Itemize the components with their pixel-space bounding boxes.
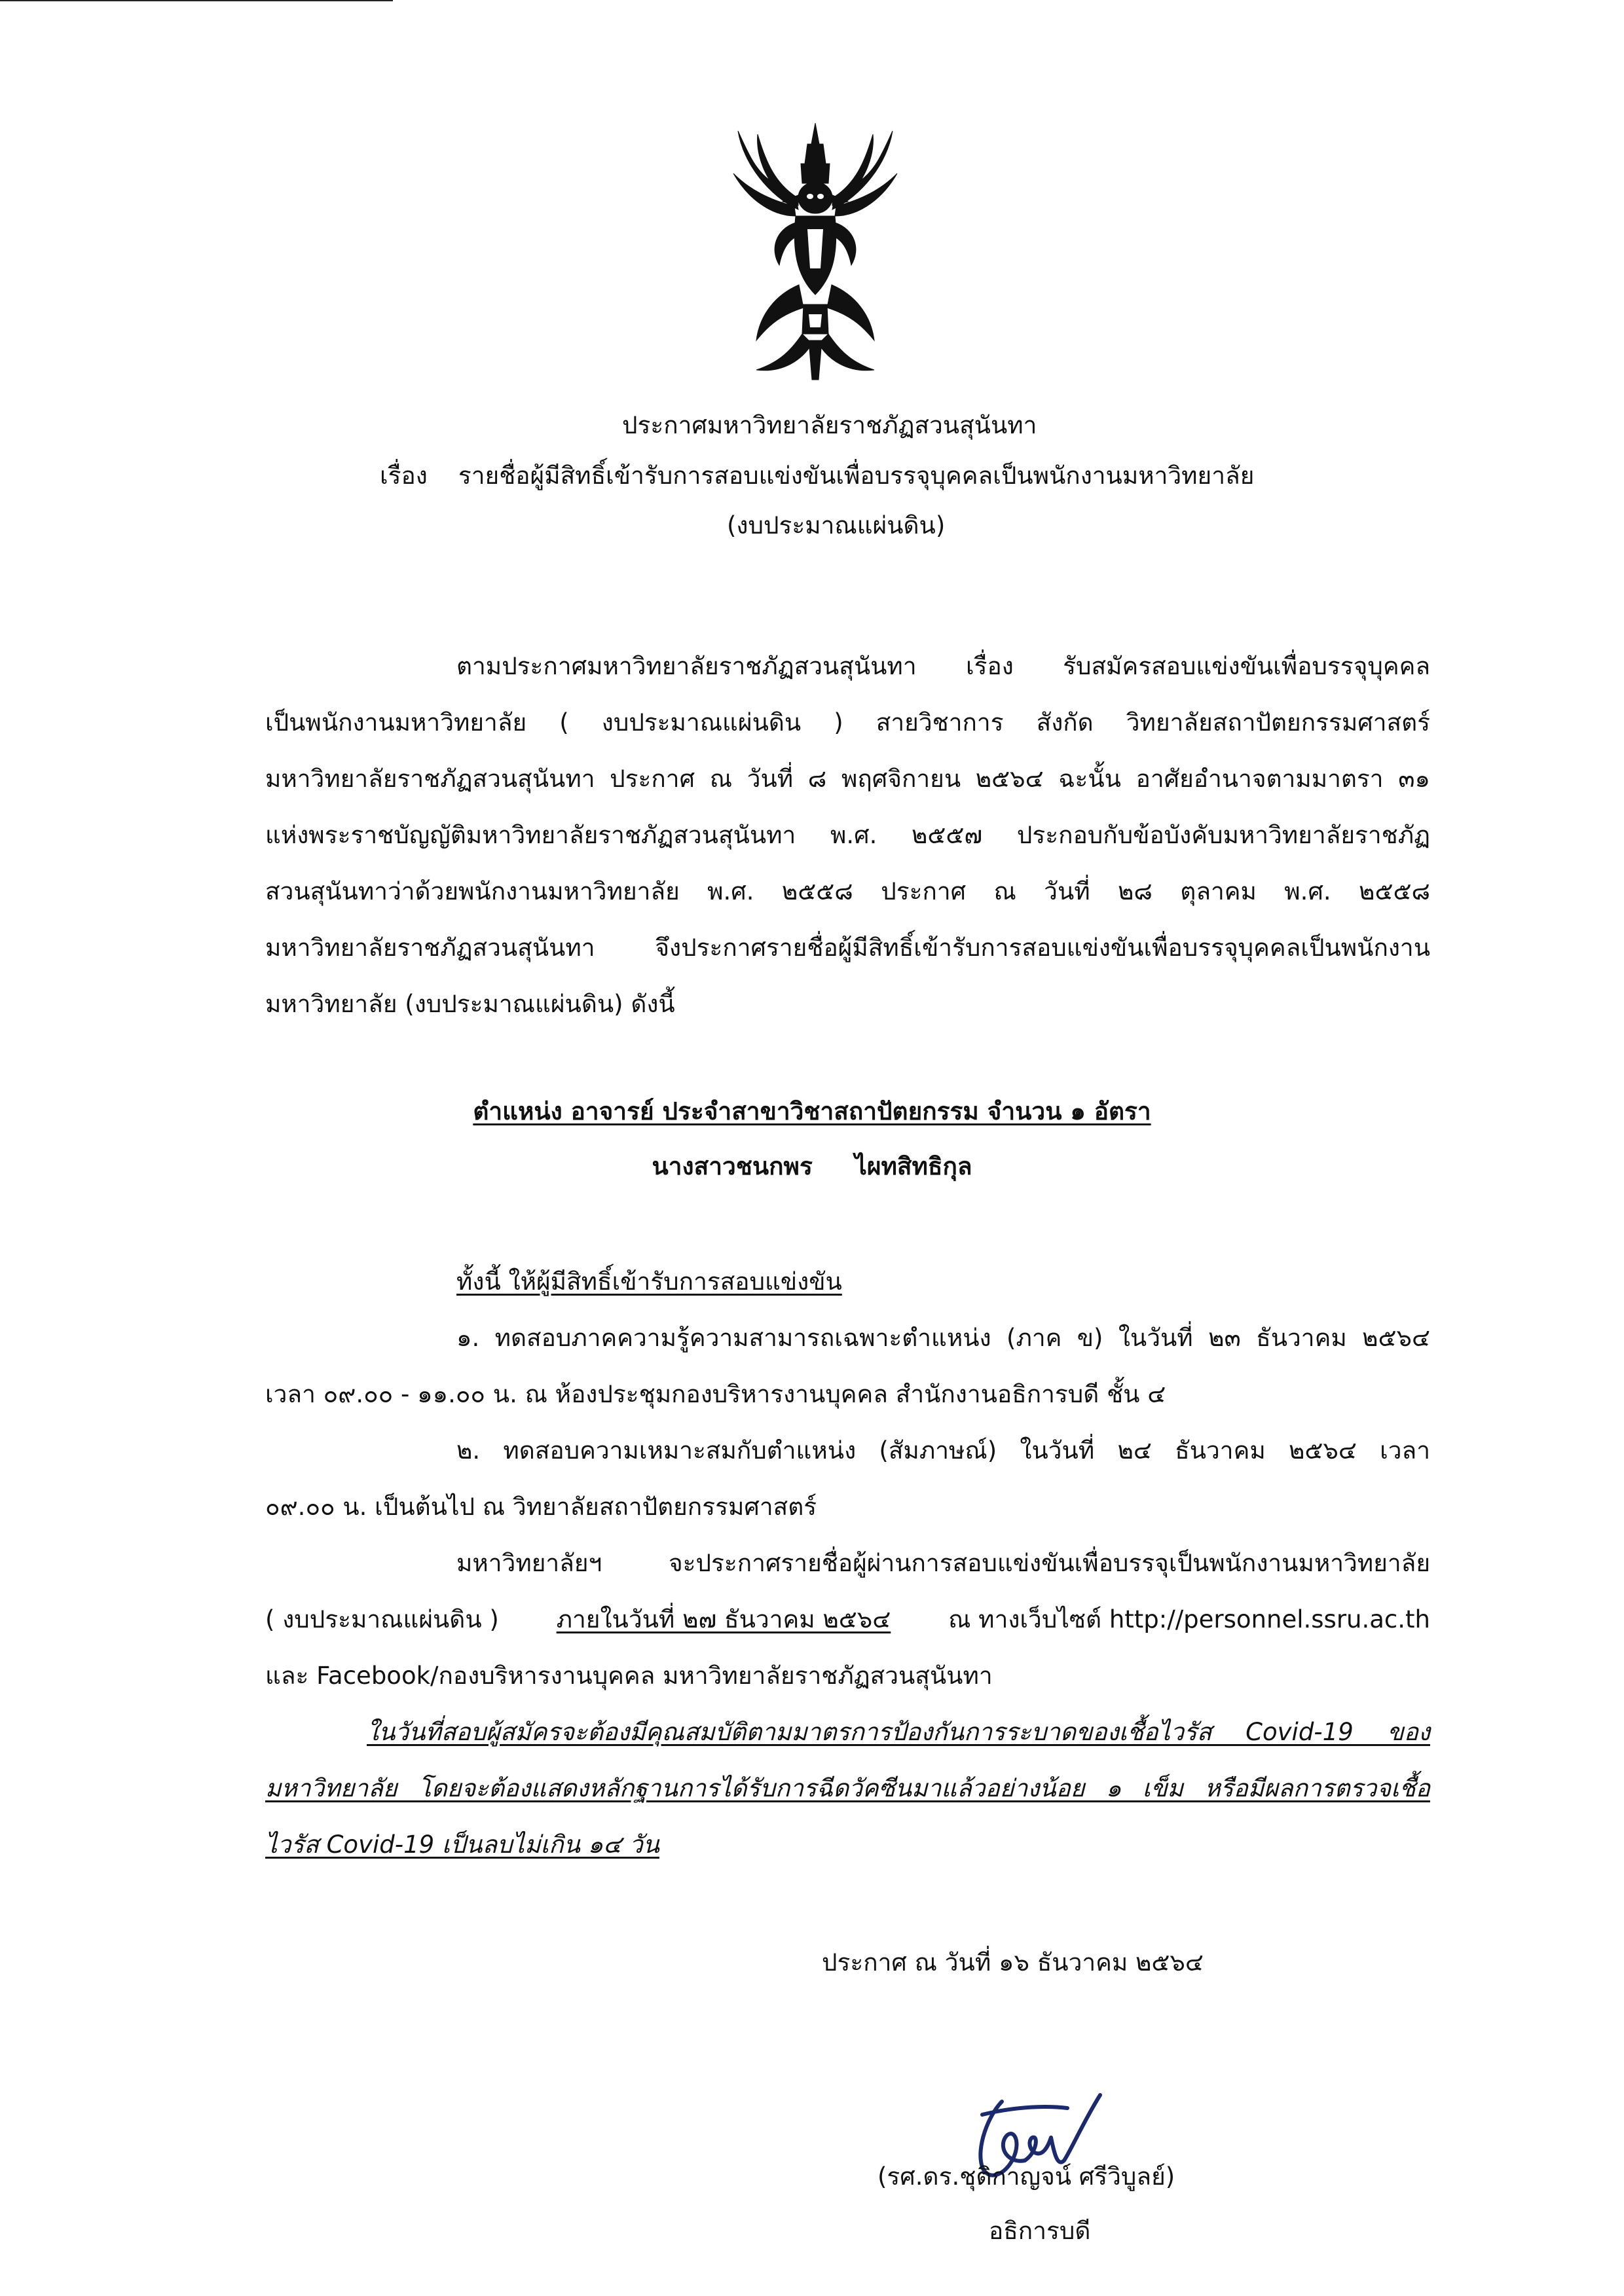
announcement-line-1: มหาวิทยาลัยฯ จะประกาศรายชื่อผู้ผ่านการสอบแข่งขันเพื่อบรรจุเป็นพนักงานมหาวิทยาลัย (456, 1549, 1430, 1577)
subject-text: รายชื่อผู้มีสิทธิ์เข้ารับการสอบแข่งขันเพื่อบรรจุบุคคลเป็นพนักงานมหาวิทยาลัย (458, 462, 1255, 490)
schedule-item-2: ๒. ทดสอบความเหมาะสมกับตำแหน่ง (สัมภาษณ์) ในวันที่ ๒๔ ธันวาคม ๒๕๖๔ เวลา (456, 1436, 1430, 1465)
intro-line-6: มหาวิทยาลัยราชภัฏสวนสุนันทา จึงประกาศรายชื่อผู้มีสิทธิ์เข้ารับการสอบแข่งขันเพื่อบรรจุบุคคลเป็นพนักงาน (265, 934, 1430, 962)
intro-line-5: สวนสุนันทาว่าด้วยพนักงานมหาวิทยาลัย พ.ศ. ๒๕๕๘ ประกาศ ณ วันที่ ๒๘ ตุลาคม พ.ศ. ๒๕๕๘ (265, 877, 1430, 905)
title-divider (0, 0, 393, 1)
position-heading: ตำแหน่ง อาจารย์ ประจำสาขาวิชาสถาปัตยกรรม จำนวน ๑ อัตรา (473, 1097, 1151, 1125)
website-reference: ณ ทางเว็บไซต์ http://personnel.ssru.ac.th (948, 1605, 1430, 1633)
schedule-item-1: ๑. ทดสอบภาคความรู้ความสามารถเฉพาะตำแหน่ง (ภาค ข) ในวันที่ ๒๓ ธันวาคม ๒๕๖๔ (456, 1324, 1430, 1352)
covid-notice-line-3: ไวรัส Covid-19 เป็นลบไม่เกิน ๑๔ วัน (265, 1831, 659, 1859)
intro-line-3: มหาวิทยาลัยราชภัฏสวนสุนันทา ประกาศ ณ วันที่ ๘ พฤศจิกายน ๒๕๖๔ ฉะนั้น อาศัยอำนาจตามมาตรา ๓๑ (265, 765, 1430, 793)
announcement-line-3: และ Facebook/กองบริหารงานบุคคล มหาวิทยาลัยราชภัฏสวนสุนันทา (265, 1662, 993, 1690)
schedule-item-2-cont: ๐๙.๐๐ น. เป็นต้นไป ณ วิทยาลัยสถาปัตยกรรมศาสตร์ (265, 1493, 817, 1521)
garuda-emblem (730, 118, 900, 386)
subject-line (380, 456, 1254, 495)
signer-name: (รศ.ดร.ชุติกาญจน์ ศรีวิบูลย์) (877, 2162, 1175, 2191)
subject-prefix: เรื่อง (380, 462, 428, 490)
budget-note: ( งบประมาณแผ่นดิน ) (265, 1605, 499, 1633)
signer-title: อธิการบดี (989, 2217, 1091, 2245)
document-subtitle: (งบประมาณแผ่นดิน) (727, 511, 946, 539)
covid-notice-line-2: มหาวิทยาลัย โดยจะต้องแสดงหลักฐานการได้รับการฉีดวัคซีนมาแล้วอย่างน้อย ๑ เข็ม หรือมีผลการตรวจเชื้อ (265, 1774, 1430, 1802)
intro-line-7: มหาวิทยาลัย (งบประมาณแผ่นดิน) ดังนี้ (265, 990, 675, 1018)
announcement-date: ประกาศ ณ วันที่ ๑๖ ธันวาคม ๒๕๖๔ (822, 1948, 1204, 1977)
announcement-line-2 (265, 1600, 1430, 1639)
schedule-heading: ทั้งนี้ ให้ผู้มีสิทธิ์เข้ารับการสอบแข่งขัน (456, 1267, 842, 1296)
schedule-item-1-cont: เวลา ๐๙.๐๐ - ๑๑.๐๐ น. ณ ห้องประชุมกองบริหารงานบุคคล สำนักงานอธิการบดี ชั้น ๔ (265, 1380, 1166, 1408)
candidate-name: นางสาวชนกพร ไผทสิทธิกุล (652, 1152, 972, 1180)
results-deadline: ภายในวันที่ ๒๗ ธันวาคม ๒๕๖๔ (556, 1605, 891, 1633)
intro-line-4: แห่งพระราชบัญญัติมหาวิทยาลัยราชภัฏสวนสุนันทา พ.ศ. ๒๕๕๗ ประกอบกับข้อบังคับมหาวิทยาลัยราชภัฏ (265, 821, 1430, 849)
document-title: ประกาศมหาวิทยาลัยราชภัฏสวนสุนันทา (622, 411, 1037, 439)
intro-line-1: ตามประกาศมหาวิทยาลัยราชภัฏสวนสุนันทา เรื่อง รับสมัครสอบแข่งขันเพื่อบรรจุบุคคล (456, 652, 1430, 680)
covid-notice-line-1: ในวันที่สอบผู้สมัครจะต้องมีคุณสมบัติตามมาตรการป้องกันการระบาดของเชื้อไวรัส Covid-19 ของ (367, 1718, 1430, 1746)
intro-line-2: เป็นพนักงานมหาวิทยาลัย ( งบประมาณแผ่นดิน ) สายวิชาการ สังกัด วิทยาลัยสถาปัตยกรรมศาสตร์ (265, 708, 1430, 737)
